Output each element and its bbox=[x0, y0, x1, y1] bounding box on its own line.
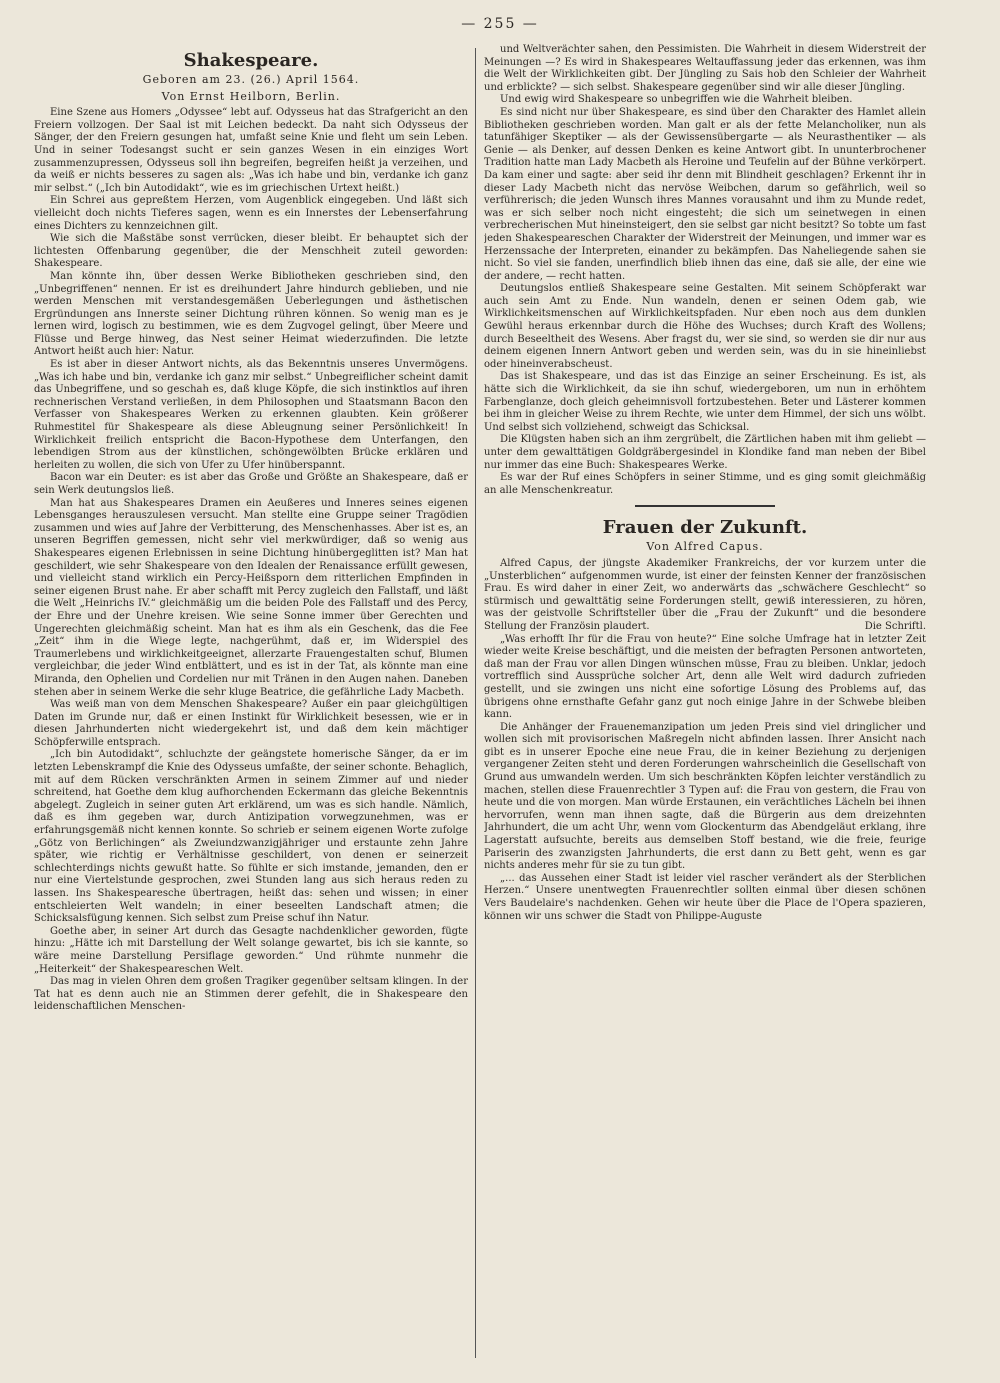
paragraph bbox=[34, 699, 468, 749]
paragraph-text: Goethe aber, in seiner Art durch das Gesagte nachdenklicher geworden, fügte hinzu: „Hätte ich mit Darstellung der Welt solange gewartet, bis ich sie kannte, so wäre meine Darstellung Persiflage geworden.“ Und rühmte nunmehr die „Heiterkeit“ der Shakespeareschen Welt. bbox=[34, 925, 468, 975]
paragraph bbox=[484, 107, 926, 283]
paragraph-text: Das mag in vielen Ohren dem großen Tragiker gegenüber seltsam klingen. In der Tat hat es denn auch nie an Stimmen derer gefehlt, die in Shakespeare den leidenschaftlichen Menschen- bbox=[34, 976, 468, 1013]
article-title-shakespeare: Shakespeare. bbox=[183, 50, 319, 71]
paragraph bbox=[34, 107, 468, 195]
paragraph-text: Es sind nicht nur über Shakespeare, es sind über den Charakter des Hamlet allein Bibliotheken geschrieben worden. Man galt er als der fette Melancholiker, nun als tatunfähiger Skeptiker — als der Gewissensübergarte — als Neurasthentiker — als Genie — als Denker, auf dessen Denken es keine Antwort gibt. In ununterbrochener Tradition hatte man Lady Macbeth als Heroine und Teufelin auf der Bühne verkörpert. Da kam einer und sagte: aber seid ihr denn mit Blindheit geschlagen? Erkennt ihr in dieser Lady Macbeth nicht das nervöse Weibchen, darum so gefährlich, weil so verführerisch; die jeden Wunsch ihres Mannes vorausahnt und ihm zu Munde redet, was er sich selber noch nicht eingesteht; die sich um seinetwegen in einen verbrecherischen Mut hineinsteigert, den sie selbst gar nicht besitzt? So tobte um fast jeden Shakespeareschen Charakter der Widerstreit der Meinungen, und immer war es Herzenssache der Interpreten, einander zu bekämpfen. Das Naheliegende sahen sie nicht. So viel sie fanden, unerfindlich blieb ihnen das eine, daß sie alle, der eine wie der andere, — recht hatten. bbox=[484, 106, 926, 282]
paragraph-text: Die Klügsten haben sich an ihm zergrübelt, die Zärtlichen haben mit ihm geliebt — unter dem gewalttätigen Goldgräbergesindel in Klondike fand man neben der Bibel nur immer das eine Buch: Shakespeares Werke. bbox=[484, 434, 926, 471]
paragraph bbox=[34, 749, 468, 925]
paragraph bbox=[484, 873, 926, 923]
paragraph bbox=[34, 472, 468, 497]
paragraph-text: Deutungslos entließ Shakespeare seine Gestalten. Mit seinem Schöpferakt war auch sein Amt zu Ende. Nun wandeln, denen er seinen Odem gab, wie Wirklichkeitsmenschen auf Wirklichkeitspfaden. Nur eben noch aus dem dunklen Gewühl heraus erkennbar durch die Höhe des Wuchses; durch Kraft des Wollens; durch Beseeltheit des Wesens. Aber fragst du, wer sie sind, so werden sie dir nur aus deinem eigenen Innern Antwort geben und werden sein, was du in sie hineinliebst oder hineinverabscheust. bbox=[484, 283, 926, 370]
paragraph bbox=[484, 558, 926, 634]
article-byline: Von Ernst Heilborn, Berlin. bbox=[161, 89, 341, 103]
left-column bbox=[34, 44, 468, 1370]
paragraph-text: „... das Aussehen einer Stadt ist leider viel rascher verändert als der Sterblichen Herzen.“ Unsere unentwegten Frauenrechtler sollten einmal über diesen schönen Vers Baudelaire's nachdenken. Gehen wir heute über die Place de l'Opera spazieren, können wir uns schwer die Stadt von Philippe-Auguste bbox=[484, 872, 926, 922]
paragraph bbox=[484, 283, 926, 371]
paragraph bbox=[34, 233, 468, 271]
paragraph-text: Ein Schrei aus gepreßtem Herzen, vom Augenblick eingegeben. Und läßt sich vielleicht doch nichts Tieferes sagen, wenn es ein Innerstes der Lebenserfahrung eines Dichters zu kennzeichnen gilt. bbox=[34, 195, 468, 232]
paragraph-text: Man hat aus Shakespeares Dramen ein Aeußeres und Inneres seines eigenen Lebensganges herauszulesen versucht. Man stellte eine Gruppe seiner Tragödien zusammen und wies auf Jahre der Verbitterung, des Menschenhasses. Aber ist es, an unseren Begriffen gemessen, nicht sehr viel merkwürdiger, daß so wenig aus Shakespeares eigenen Erlebnissen in seine Dichtung hinübergeglitten ist? Man hat geschildert, wie sehr Shakespeare von den Idealen der Renaissance erfüllt gewesen, und vielleicht stand wirklich ein Percy-Heißsporn dem ritterlichen Empfinden in seiner eigenen Brust nahe. Er aber schafft mit Percy zugleich den Fallstaff, und läßt die Welt „Heinrichs IV.“ gleichmäßig um die beiden Pole des Fallstaff und des Percy, der Ehre und der Unehre kreisen. Wie seine Sonne immer über Gerechten und Ungerechten gleichmäßig scheint. Man hat es ihm als ein Geschenk, das die Fee „Zeit“ ihm in die Wiege legte, nachgerühmt, daß er, im Widerspiel des Traumerlebens und wirklichkeitgeeignet, allerzarte Frauengestalten schuf, Blumen vergleichbar, die jeder Wind entblättert, und es ist in der Tat, als könnte man eine Miranda, den Ophelien und Cordelien nur mit Tränen in den Augen nahen. Daneben stehen aber in seinem Werke die sehr kluge Beatrice, die gefährliche Lady Macbeth. bbox=[34, 497, 468, 698]
paragraph-text: Man könnte ihn, über dessen Werke Bibliotheken geschrieben sind, den „Unbegriffenen“ nennen. Er ist es dreihundert Jahre hindurch geblieben, und nie werden Menschen mit verstandesgemäßen Ueberlegungen und ästhetischen Ergründungen ans Innerste seiner Dichtung rühren können. So wenig man es je lernen wird, logisch zu bestimmen, wie es dem Zugvogel gelingt, über Meere und Flüsse und Berge hinweg, das Nest seiner Heimat wiederzufinden. Die letzte Antwort heißt auch hier: Natur. bbox=[34, 270, 468, 358]
paragraph bbox=[34, 926, 468, 976]
paragraph bbox=[484, 634, 926, 722]
paragraph bbox=[34, 359, 468, 472]
article-separator bbox=[635, 505, 775, 507]
paragraph bbox=[484, 44, 926, 94]
paragraph-text: „Ich bin Autodidakt“, schluchzte der geängstete homerische Sänger, da er im letzten Lebenskrampf die Knie des Odysseus umfaßte, der seiner schonte. Behaglich, mit auf dem Rücken verschränkten Armen in seinem Zimmer auf und nieder schreitend, hat Goethe dem klug aufhorchenden Eckermann das gleiche Bekenntnis abgelegt. Zugleich in seiner guten Art erklärend, um was es sich handle. Nämlich, daß es ihm gegeben war, durch Antizipation vorwegzunehmen, was er erfahrungsgemäß nicht kennen konnte. So schrieb er seinem eigenen Worte zufolge „Götz von Berlichingen“ als Zweiundzwanzigjähriger und erstaunte zehn Jahre später, wie richtig er Verhältnisse geschildert, von denen er seinerzeit schlechterdings nichts gewußt hatte. So fühlte er sich imstande, jemanden, den er nur eine Viertelstunde gesprochen, zwei Stunden lang aus sich heraus reden zu lassen. Ins Shakespearesche übertragen, heißt das: sehen und wissen; in einer entschleierten Welt wandeln; in einer beseelten Landschaft atmen; die Schicksalsfügung kennen. Sich selbst zum Preise schuf ihn Natur. bbox=[34, 749, 468, 925]
paragraph-text: Die Anhänger der Frauenemanzipation um jeden Preis sind viel dringlicher und wollen sich mit provisorischen Maßregeln nicht abfinden lassen. Ihrer Ansicht nach gibt es in unserer Epoche eine neue Frau, die in keiner Beziehung zu derjenigen vergangener Zeiten steht und deren Forderungen wahrscheinlich die Gesellschaft von Grund aus umwandeln werden. Um sich beschränkten Köpfen leichter verständlich zu machen, stellen diese Frauenrechtler 3 Typen auf: die Frau von gestern, die Frau von heute und die von morgen. Man würde Erstaunen, ein verächtliches Lächeln bei ihnen hervorrufen, wenn man ihnen sagte, daß die Bürgerin aus dem dreizehnten Jahrhundert, die um acht Uhr, wenn vom Glockenturm das Abendgeläut erklang, ihre Lagerstatt aufsuchte, bereits aus demselben Stoff bestand, wie die freie, feurige Pariserin des zwanzigsten Jahrhunderts, die erst dann zu Bett geht, wenn es gar nichts anderes mehr für sie zu tun gibt. bbox=[484, 721, 926, 872]
paragraph-text: Es war der Ruf eines Schöpfers in seiner Stimme, und es ging somit gleichmäßig an alle Menschenkreatur. bbox=[484, 472, 926, 496]
paragraph bbox=[34, 976, 468, 1014]
article-body-right bbox=[484, 44, 926, 497]
article-subtitle: Geboren am 23. (26.) April 1564. bbox=[142, 73, 360, 86]
paragraph-text: Eine Szene aus Homers „Odyssee“ lebt auf. Odysseus hat das Strafgericht an den Freiern vollzogen. Der Saal ist mit Leichen bedeckt. Da naht sich Odysseus der Sänger, der den Freiern gesungen hat, umfaßt seine Knie und fleht um sein Leben. Und in seiner Todesangst sucht er sein ganzes Wesen in ein einziges Wort zusammenzupressen, Odysseus soll ihn begreifen, begreifen heißt ja verzeihen, und da weiß er nichts besseres zu sagen als: „Was ich habe und bin, verdanke ich ganz mir selbst.“ („Ich bin Autodidakt“, wie es im griechischen Urtext heißt.) bbox=[34, 107, 468, 194]
article2-byline: Von Alfred Capus. bbox=[646, 540, 764, 554]
paragraph bbox=[34, 498, 468, 700]
paragraph-text: Und ewig wird Shakespeare so unbegriffen wie die Wahrheit bleiben. bbox=[500, 94, 853, 106]
paragraph-text: und Weltverächter sahen, den Pessimisten. Die Wahrheit in diesem Widerstreit der Meinungen —? Es wird in Shakespeares Weltauffassung jeder das erkennen, was ihm die Welt der Wirklichkeiten gibt. Der Jüngling zu Sais hob den Schleier der Wahrheit und erblickte? — sich selbst. Shakespeare gegenüber sind wir alle dieser Jüngling. bbox=[484, 44, 926, 93]
paragraph-text: Bacon war ein Deuter: es ist aber das Große und Größte an Shakespeare, daß er sein Werk deutungslos ließ. bbox=[34, 472, 468, 496]
article-title-frauen: Frauen der Zukunft. bbox=[602, 517, 808, 539]
page-number: — 255 — bbox=[461, 16, 539, 32]
paragraph bbox=[484, 434, 926, 472]
paragraph bbox=[34, 195, 468, 233]
article-body-left bbox=[34, 107, 468, 1014]
article2-body bbox=[484, 558, 926, 923]
paragraph-text: „Was erhofft Ihr für die Frau von heute?“ Eine solche Umfrage hat in letzter Zeit wieder weite Kreise beschäftigt, und die meisten der befragten Personen antworteten, daß man der Frau vor allen Dingen wünschen müsse, Frau zu bleiben. Unklar, jedoch vortrefflich sind Aussprüche solcher Art, denn alle Welt wird dadurch zufrieden gestellt, und sie zwingen uns nicht eine sofortige Lösung des Problems auf, das übrigens ohne ernsthafte Gefahr ganz gut noch einige Jahre in der Schwebe bleiben kann. bbox=[484, 633, 926, 721]
paragraph-text: Das ist Shakespeare, und das ist das Einzige an seiner Erscheinung. Es ist, als hätte sich die Wirklichkeit, da sie ihn schuf, wiedergeboren, um nun in erhöhtem Farbenglanze, doch gleich geheimnisvoll fortzubestehen. Beter und Lästerer kommen bei ihm in gleicher Weise zu ihrem Rechte, wie unter dem Himmel, der sich uns wölbt. Und selbst sich vollziehend, schweigt das Schicksal. bbox=[484, 371, 926, 433]
paragraph-text: Es ist aber in dieser Antwort nichts, als das Bekenntnis unseres Unvermögens. „Was ich habe und bin, verdanke ich ganz mir selbst.“ Unbegreiflicher scheint damit das Unbegriffene, und so geschah es, daß kluge Köpfe, die sich instinktlos auf ihren rechnerischen Verstand verließen, in dem Philosophen und Staatsmann Bacon den Verfasser von Shakespeares Werken zu erkennen glaubten. Kein größerer Ruhmestitel für Shakespeare als diese Ableugnung seiner Persönlichkeit! In Wirklichkeit freilich entspricht die Bacon-Hypothese dem Unterfangen, den lebendigen Strom aus der künstlichen, schöngewölbten Brücke erklären und herleiten zu wollen, die sich von Ufer zu Ufer hinüberspannt. bbox=[34, 359, 468, 471]
right-column bbox=[484, 44, 926, 1370]
paragraph-text: Wie sich die Maßstäbe sonst verrücken, dieser bleibt. Er behauptet sich der lichtesten Offenbarung gegenüber, die der Menschheit zuteil geworden: Shakespeare. bbox=[34, 233, 468, 270]
paragraph bbox=[484, 94, 926, 107]
paragraph bbox=[34, 271, 468, 359]
paragraph-text: Was weiß man von dem Menschen Shakespeare? Außer ein paar gleichgültigen Daten im Grunde nur, daß er einen Instinkt für Wirklichkeit besessen, wie er in diesen Jahrhunderten nicht wiedergekehrt ist, und daß dem kein mächtiger Schöpferwille entsprach. bbox=[34, 699, 468, 748]
paragraph-text: Alfred Capus, der jüngste Akademiker Frankreichs, der vor kurzem unter die „Unsterblichen“ aufgenommen wurde, ist einer der feinsten Kenner der französischen Frau. Es wird daher in einer Zeit, wo anderwärts das „schwächere Geschlecht“ so stürmisch und gewalttätig seine Forderungen stellt, gewiß interessieren, zu hören, was der geistvolle Schriftsteller über die „Frau der Zukunft“ und die besondere Stellung der Französin plaudert. bbox=[484, 557, 926, 632]
paragraph bbox=[484, 371, 926, 434]
paragraph bbox=[484, 472, 926, 497]
paragraph bbox=[484, 722, 926, 873]
column-divider bbox=[475, 48, 476, 1358]
author-signature: Die Schriftl. bbox=[864, 620, 926, 632]
